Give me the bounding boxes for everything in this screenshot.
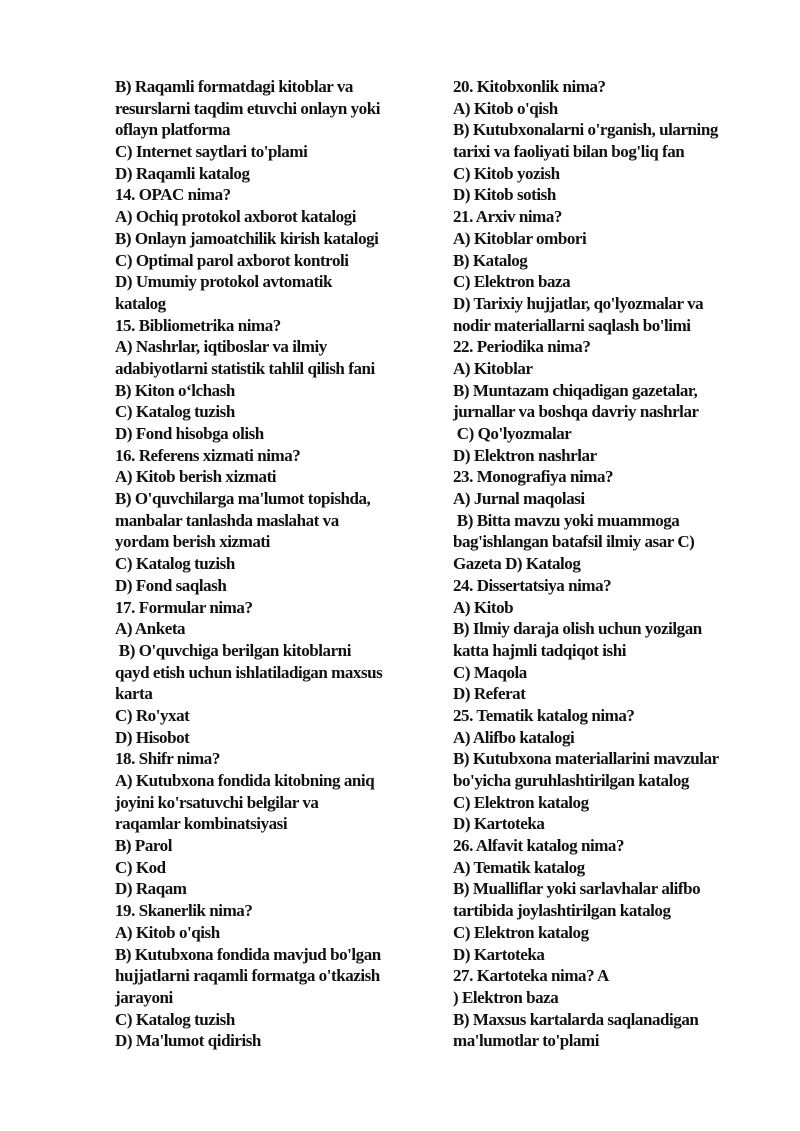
text-line: 25. Tematik katalog nima? xyxy=(453,705,635,725)
text-line: jurnallar va boshqa davriy nashrlar xyxy=(453,402,699,422)
text-line: joyini ko'rsatuvchi belgilar va xyxy=(115,792,319,812)
left-text-column xyxy=(115,76,425,1052)
text-line: jarayoni xyxy=(115,987,173,1007)
text-line: katta hajmli tadqiqot ishi xyxy=(453,640,626,660)
text-line: nodir materiallarni saqlash bo'limi xyxy=(453,315,691,335)
text-line: 15. Bibliometrika nima? xyxy=(115,315,281,335)
text-line: 17. Formular nima? xyxy=(115,597,253,617)
text-line: D) Kartoteka xyxy=(453,944,545,964)
text-line: A) Kitob xyxy=(453,597,514,617)
text-line: ) Elektron baza xyxy=(453,987,559,1007)
text-line: B) Onlayn jamoatchilik kirish katalogi xyxy=(115,228,379,248)
text-line: B) Ilmiy daraja olish uchun yozilgan xyxy=(453,619,702,639)
text-line: C) Kod xyxy=(115,857,166,877)
text-line: D) Ma'lumot qidirish xyxy=(115,1031,261,1051)
text-line: C) Katalog tuzish xyxy=(115,402,235,422)
text-line: A) Alifbo katalogi xyxy=(453,727,575,747)
text-line: D) Kitob sotish xyxy=(453,185,556,205)
text-line: 20. Kitobxonlik nima? xyxy=(453,77,606,96)
text-line: C) Optimal parol axborot kontroli xyxy=(115,250,349,270)
text-line: C) Elektron katalog xyxy=(453,792,589,812)
text-line: C) Elektron baza xyxy=(453,272,571,292)
text-line: C) Qo'lyozmalar xyxy=(453,424,572,443)
text-line: 16. Referens xizmati nima? xyxy=(115,445,301,465)
text-line: Gazeta D) Katalog xyxy=(453,554,581,574)
text-line: B) O'quvchiga berilgan kitoblarni xyxy=(115,640,351,660)
text-line: A) Ochiq protokol axborot katalogi xyxy=(115,207,356,227)
text-line: C) Katalog tuzish xyxy=(115,554,235,574)
text-line: 19. Skanerlik nima? xyxy=(115,901,253,921)
text-line: A) Anketa xyxy=(115,619,186,639)
text-line: B) Raqamli formatdagi kitoblar va xyxy=(115,77,353,96)
text-line: resurslarni taqdim etuvchi onlayn yoki xyxy=(115,98,381,118)
text-line: manbalar tanlashda maslahat va xyxy=(115,510,339,530)
text-line: 18. Shifr nima? xyxy=(115,749,220,769)
text-line: bag'ishlangan batafsil ilmiy asar C) xyxy=(453,532,695,552)
text-line: B) Kiton o‘lchash xyxy=(115,380,235,400)
text-line: 24. Dissertatsiya nima? xyxy=(453,575,612,595)
text-line: B) O'quvchilarga ma'lumot topishda, xyxy=(115,489,371,509)
text-line: B) Kutubxona materiallarini mavzular xyxy=(453,749,719,769)
text-line: D) Fond hisobga olish xyxy=(115,424,264,443)
text-line: B) Parol xyxy=(115,836,172,856)
text-line: D) Umumiy protokol avtomatik xyxy=(115,272,333,292)
text-line: C) Kitob yozish xyxy=(453,163,560,183)
text-line: D) Fond saqlash xyxy=(115,575,227,595)
text-line: B) Kutubxona fondida mavjud bo'lgan xyxy=(115,944,381,964)
text-line: D) Raqamli katalog xyxy=(115,163,250,183)
text-line: 14. OPAC nima? xyxy=(115,185,231,205)
text-line: D) Raqam xyxy=(115,879,187,899)
text-line: C) Katalog tuzish xyxy=(115,1009,235,1029)
text-line: A) Kitoblar ombori xyxy=(453,228,587,248)
text-line: katalog xyxy=(115,293,166,313)
text-line: B) Maxsus kartalarda saqlanadigan xyxy=(453,1009,699,1029)
text-line: A) Kutubxona fondida kitobning aniq xyxy=(115,771,375,790)
text-line: 21. Arxiv nima? xyxy=(453,207,562,227)
right-text-column xyxy=(453,76,753,1052)
text-line: 23. Monografiya nima? xyxy=(453,467,614,487)
text-line: B) Mualliflar yoki sarlavhalar alifbo xyxy=(453,879,701,899)
text-line: karta xyxy=(115,684,153,704)
text-line: B) Muntazam chiqadigan gazetalar, xyxy=(453,380,698,400)
text-line: hujjatlarni raqamli formatga o'tkazish xyxy=(115,966,380,986)
text-line: 22. Periodika nima? xyxy=(453,337,591,357)
text-line: B) Bitta mavzu yoki muammoga xyxy=(453,510,680,530)
text-line: C) Internet saytlari to'plami xyxy=(115,142,308,162)
text-line: D) Tarixiy hujjatlar, qo'lyozmalar va xyxy=(453,293,704,313)
text-line: A) Kitob o'qish xyxy=(453,98,558,118)
text-line: D) Elektron nashrlar xyxy=(453,445,597,465)
text-line: A) Tematik katalog xyxy=(453,857,585,877)
text-line: A) Nashrlar, iqtiboslar va ilmiy xyxy=(115,337,327,357)
text-line: B) Kutubxonalarni o'rganish, ularning xyxy=(453,120,718,140)
text-line: tarixi va faoliyati bilan bog'liq fan xyxy=(453,142,685,162)
text-line: A) Kitob o'qish xyxy=(115,922,220,942)
text-line: qayd etish uchun ishlatiladigan maxsus xyxy=(115,662,383,682)
text-line: A) Kitoblar xyxy=(453,358,533,378)
text-line: A) Kitob berish xizmati xyxy=(115,467,277,487)
text-line: D) Hisobot xyxy=(115,727,190,747)
text-line: C) Ro'yxat xyxy=(115,705,190,725)
text-line: 27. Kartoteka nima? A xyxy=(453,966,609,986)
text-line: D) Referat xyxy=(453,684,526,704)
text-line: 26. Alfavit katalog nima? xyxy=(453,836,625,856)
text-line: B) Katalog xyxy=(453,250,528,270)
text-line: C) Elektron katalog xyxy=(453,922,589,942)
text-line: bo'yicha guruhlashtirilgan katalog xyxy=(453,771,689,790)
text-line: adabiyotlarni statistik tahlil qilish fani xyxy=(115,358,375,378)
text-line: ma'lumotlar to'plami xyxy=(453,1031,600,1051)
text-line: A) Jurnal maqolasi xyxy=(453,489,585,509)
text-line: raqamlar kombinatsiyasi xyxy=(115,814,288,834)
text-line: tartibida joylashtirilgan katalog xyxy=(453,901,671,921)
text-line: yordam berish xizmati xyxy=(115,532,270,552)
text-line: C) Maqola xyxy=(453,662,527,682)
text-line: D) Kartoteka xyxy=(453,814,545,834)
text-line: oflayn platforma xyxy=(115,120,231,140)
